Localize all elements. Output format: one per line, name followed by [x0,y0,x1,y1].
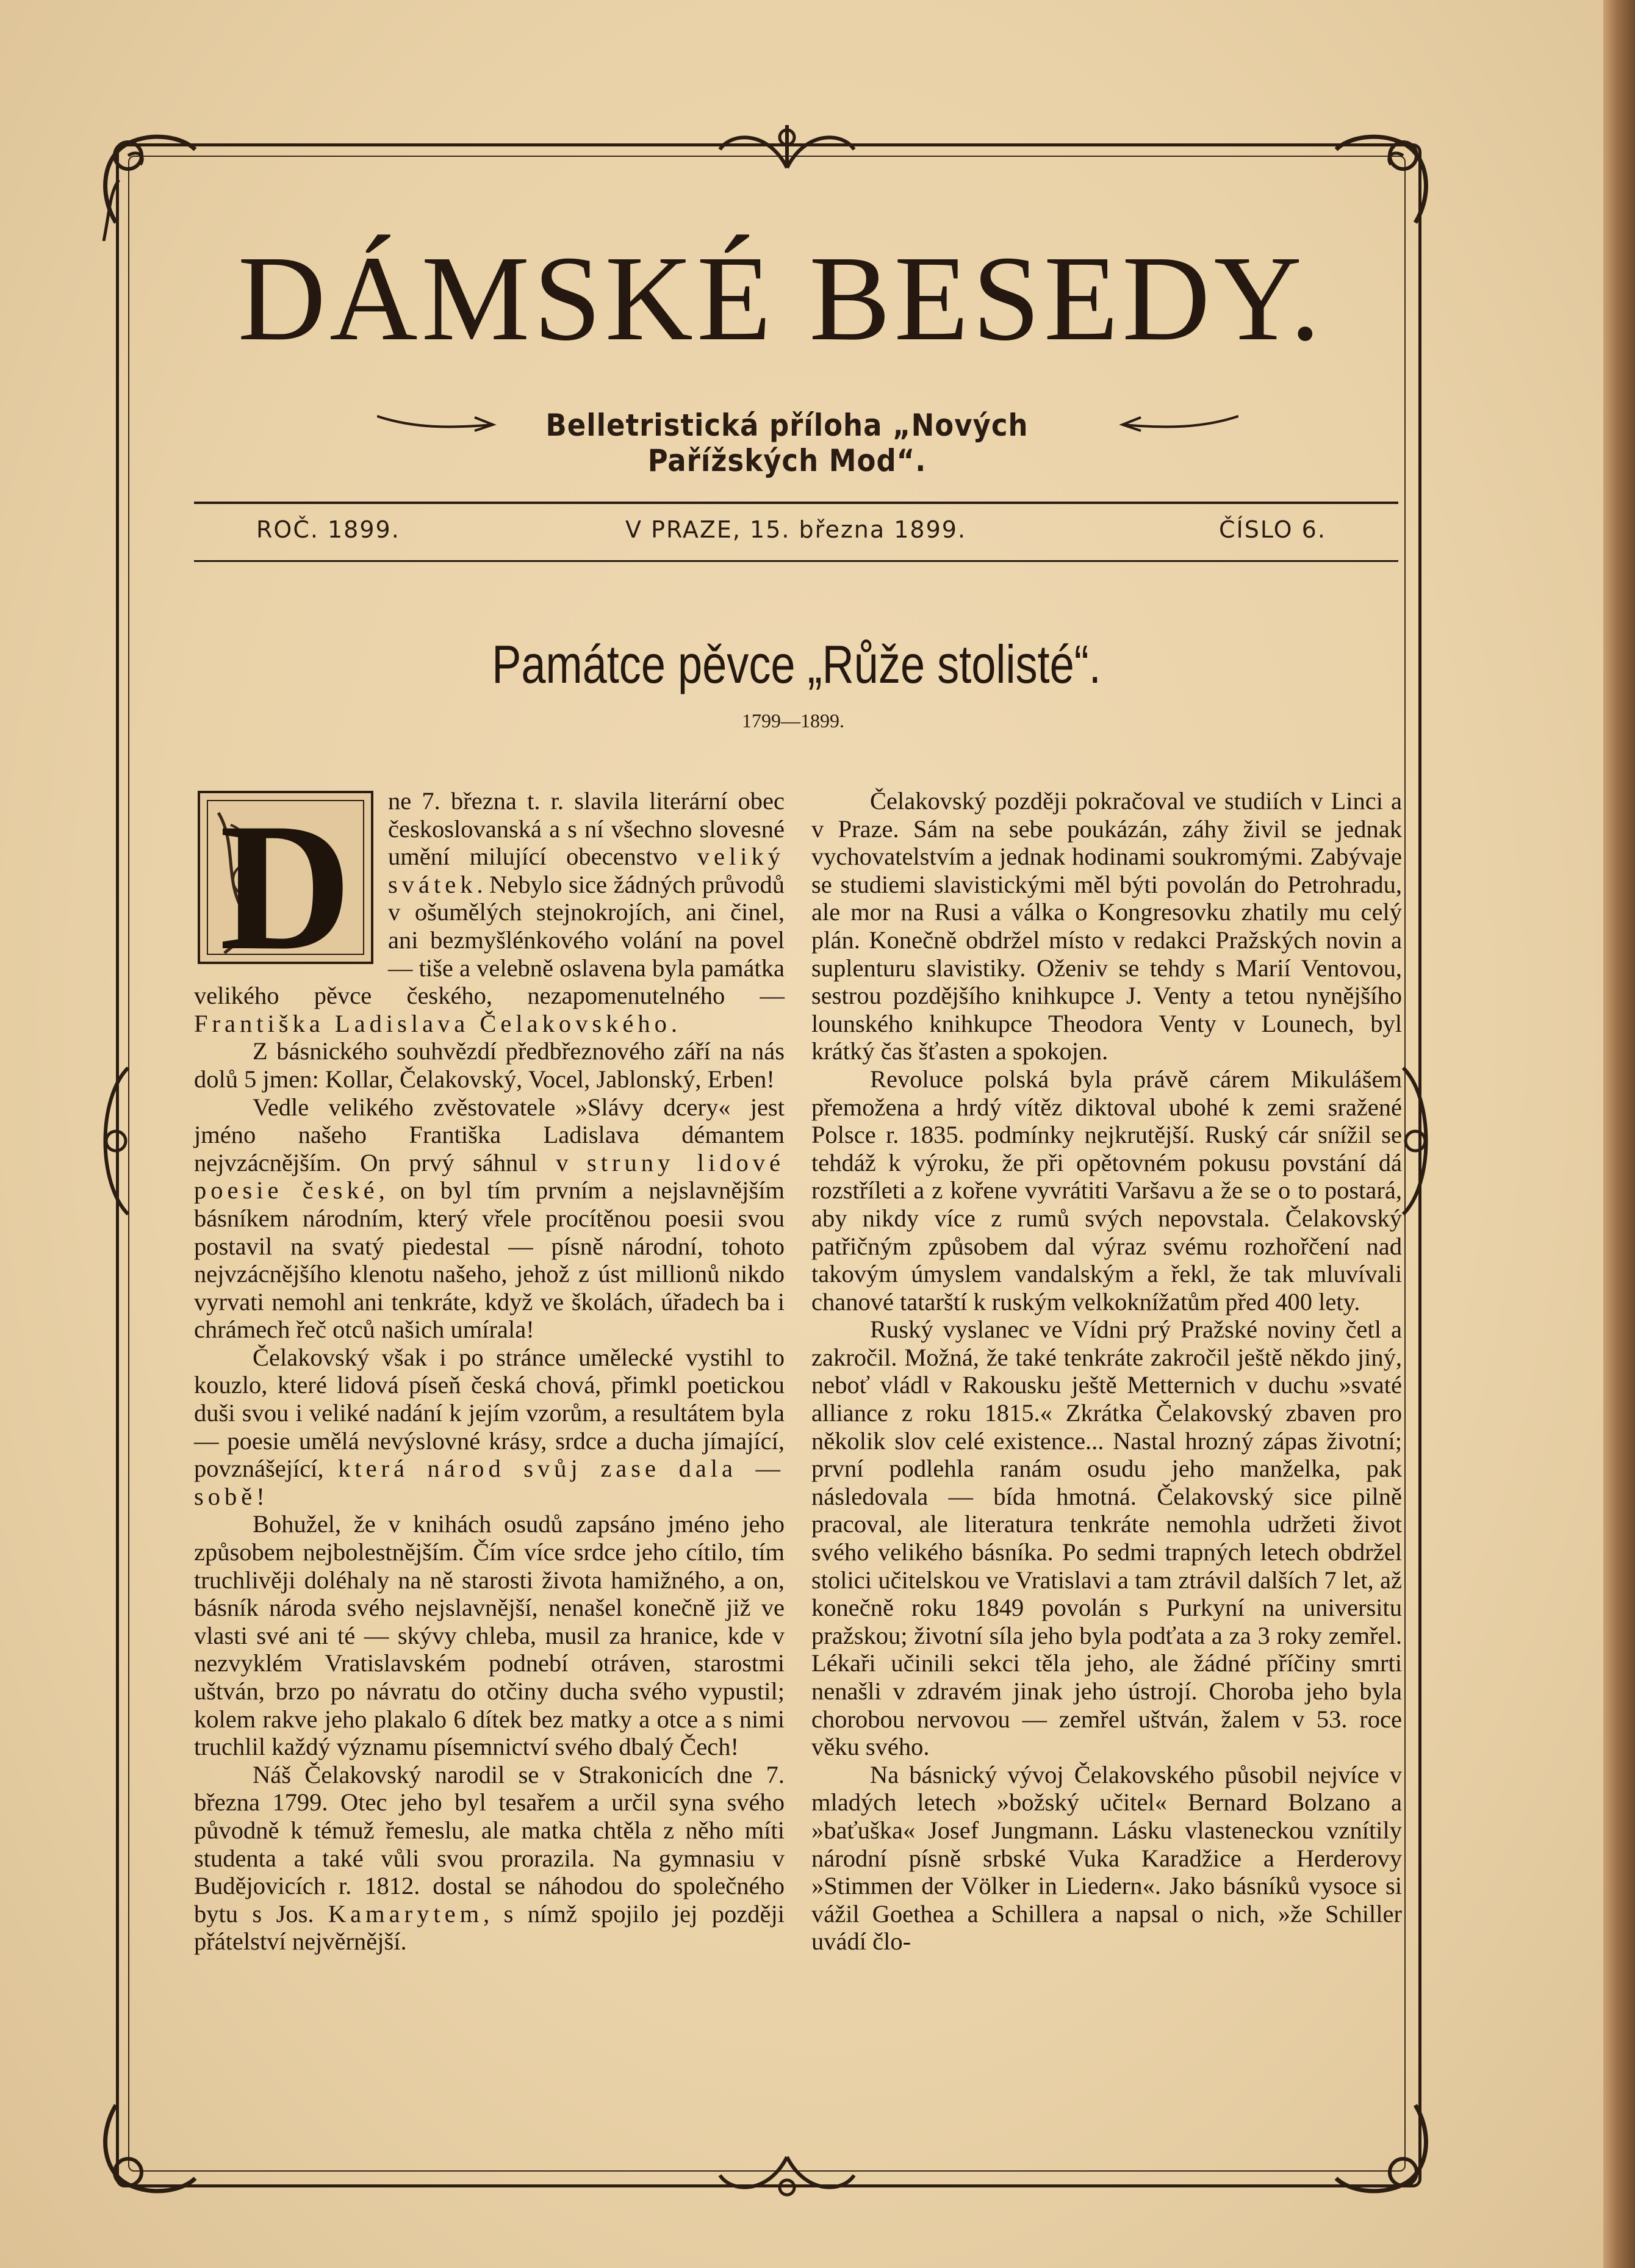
paragraph: Bohužel, že v knihách osudů zapsáno jméno jeho způsobem nejbolestnějším. Čím více srdce jeho cítilo, tím truchlivěji doléhaly na ně starosti života hamižného, a on, básník národa svého nejslavnější, nenašel konečně již ve vlasti své ani té — skývy chleba, musil za hranice, kde v nezvyklém Vratislavském podnebí otráven, starostmi uštván, brzo po návratu do otčiny ducha svého vypustil; kolem rakve jeho plakalo 6 dítek bez matky a otce a s nimi truchlil každý významu písemnictví svého dbalý Čech! [194,1510,785,1761]
corner-ornament-top-left [92,119,214,241]
subtitle-arrow-right [1116,410,1238,434]
issue-rule-bottom [194,560,1398,562]
paragraph: Na básnický vývoj Čelakovského působil nejvíce v mladých letech »božský učitel« Bernard Bolzano a »baťuška« Josef Jungmann. Lásku vlasteneckou vznítily národní písně srbské Vuka Karadžice a Herderovy »Stimmen der Völker in Liedern«. Jako básníků vysoce si vážil Goethea a Schillera a napsal o nich, »že Schiller uvádí člo- [811,1760,1402,1956]
masthead-subtitle: Belletristická příloha „Nových Pařížských Mod“. [545,408,1029,478]
left-side-ornament [92,1062,140,1220]
corner-ornament-bottom-left [92,2087,214,2209]
paragraph: Náš Čelakovský narodil se v Strakonicích dne 7. března 1799. Otec jeho byl tesařem a určil syna svého původně k témuž řemeslu, ale matka chtěla z něho míti studenta a také vůli svou prorazila. Na gymnasiu v Budějovicích r. 1812. dostal se náhodou do společného bytu s Jos. Kamarytem, s nímž spojilo jej později přátelství nejvěrnější. [194,1760,785,1956]
svg-text:D: D [219,788,352,967]
top-center-ornament [708,119,866,174]
issue-rule-top [194,502,1398,504]
corner-ornament-bottom-right [1318,2087,1440,2209]
bottom-center-ornament [708,2151,866,2206]
page-edge [1603,0,1635,2268]
issue-number: ČÍSLO 6. [1219,516,1326,543]
masthead-title: DÁMSKÉ BESEDY. [237,231,1324,366]
paragraph: Z básnického souhvězdí předbřeznového září na nás dolů 5 jmen: Kollar, Čelakovský, Vocel, Jablonský, Erben! [194,1037,785,1093]
paragraph: Čelakovský později pokračoval ve studiích v Linci a v Praze. Sám na sebe poukázán, záhy živil se jednak vychovatelstvím a jednak hodinami soukromými. Zabývaje se studiemi slavistickými měl býti povolán do Petrohradu, ale mor na Rusi a válka o Kongresovku zhatily mu celý plán. Konečně obdržel místo v redakci Pražských novin a suplenturu slavistiky. Oženiv se tehdy s Marií Ventovou, sestrou pozdějšího knihkupce J. Venty a tetou nynějšího lounského knihkupce Theodora Venty v Lounech, byl krátký čas šťasten a spokojen. [811,787,1402,1065]
article-column-right [811,787,1402,1956]
paragraph: Revoluce polská byla právě cárem Mikulášem přemožena a hrdý vítěz diktoval ubohé k zemi sražené Polsce r. 1835. podmínky nejkrutější. Ruský cár snížil se tehdáž k výroku, že při opětovném pokusu povstání dá rozstříleti a z kořene vyvrátiti Varšavu a že se o to postará, aby nikdy více z rumů svých nepovstala. Čelakovský patřičným způsobem dal výraz svému rozhořčení nad takovým úmyslem vandalským a řekl, že tak mluvívali chanové tatarští k ruským velkoknížatům před 400 lety. [811,1065,1402,1316]
paragraph: D ne 7. března t. r. slavila literární obec českoslovanská a s ní všechno slovesné umění milující obecenstvo veliký svátek. Nebylo sice žádných průvodů v ošumělých stejnokrojích, ani činel, ani bezmyšlénkového volání na povel — tiše a velebně oslavena byla památka velikého pěvce českého, nezapomenutelného — Františka Ladislava Čelakovského. [194,787,785,1037]
corner-ornament-top-right [1318,119,1440,241]
article-title: Památce pěvce „Růže stolisté“. [492,634,1101,694]
paragraph: Čelakovský však i po stránce umělecké vystihl to kouzlo, které lidová píseň česká chová, přimkl poetickou duši svou i veliké nadání k jejím vzorům, a resultátem byla — poesie umělá nevýslovné krásy, srdce a ducha jímající, povznášející, která národ svůj zase dala — sobě! [194,1343,785,1510]
paragraph: Ruský vyslanec ve Vídni prý Pražské noviny četl a zakročil. Možná, že také tenkráte zakročil ještě někdo jiný, neboť vládl v Rakousku ještě Metternich v duchu »svaté alliance z roku 1815.« Zkrátka Čelakovský zbaven pro několik slov celé existence... Nastal hrozný zápas životní; první podlehla ranám osudu jeho manželka, pak následovala — bída hmotná. Čelakovský sice pilně pracoval, ale literatura tenkráte nemohla udržeti život svého velikého básníka. Po sedmi trapných letech obdržel stolici učitelskou ve Vratislavi a tam ztrávil dalších 7 let, až konečně roku 1849 povolán s Purkyní na universitu pražskou; životní síla jeho byla podťata a za 3 roky zemřel. Lékaři učinili sekci těla jeho, ale žádné příčiny smrti nenašli v zdravém jinak jeho ústrojí. Choroba jeho byla chorobou nervovou — zemřel uštván, žalem v 53. roce věku svého. [811,1316,1402,1761]
decorated-initial [194,788,377,967]
issue-volume: ROČ. 1899. [256,516,400,543]
issue-place-date: V PRAZE, 15. března 1899. [625,516,967,543]
article-column-left [194,787,785,1956]
paragraph: Vedle velikého zvěstovatele »Slávy dcery« jest jméno našeho Františka Ladislava démantem nejvzácnějším. On prvý sáhnul v struny lidové poesie české, on byl tím prvním a nejslavnějším básníkem národním, který vřele procítěnou poesii svou postavil na svatý piedestal — písně národní, tohoto nejvzácnějšího klenotu našeho, jehož z úst millionů nikdo vyrvati nemohl ani tenkráte, když ve školách, úřadech ba i chrámech řeč otců našich umírala! [194,1093,785,1344]
article-dates: 1799—1899. [742,710,844,732]
